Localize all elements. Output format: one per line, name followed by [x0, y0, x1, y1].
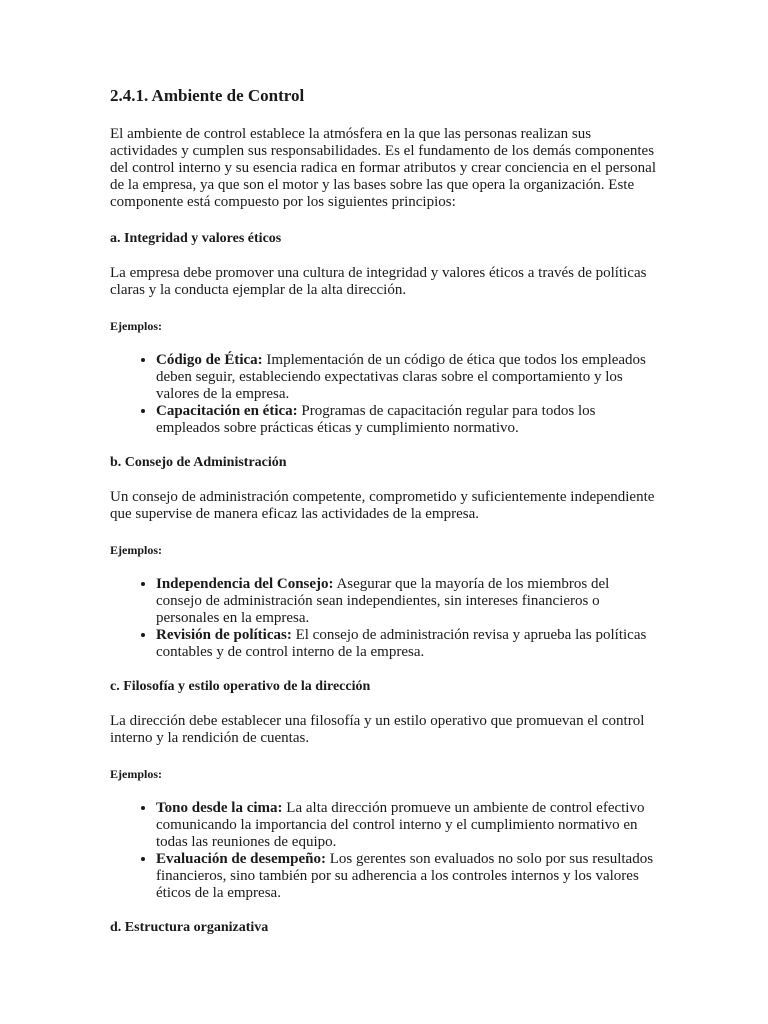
example-term: Revisión de políticas:	[156, 627, 292, 643]
example-text: Los gerentes son evaluados no solo por sus resultados financieros, sino también por su adherencia a los controles internos y los valores éticos de la empresa.	[156, 851, 654, 901]
section-integridad	[110, 230, 658, 437]
example-term: Tono desde la cima:	[156, 800, 283, 816]
section-estructura	[110, 919, 658, 937]
section-heading: a. Integridad y valores éticos	[110, 231, 282, 246]
section-consejo	[110, 454, 658, 661]
section-heading: c. Filosofía y estilo operativo de la dirección	[110, 679, 371, 694]
list-item	[156, 851, 658, 902]
example-term: Independencia del Consejo:	[156, 576, 334, 592]
list-item	[156, 352, 658, 403]
examples-label: Ejemplos:	[110, 767, 162, 781]
example-text: El consejo de administración revisa y aprueba las políticas contables y de control interno de la empresa.	[156, 627, 647, 660]
examples-label: Ejemplos:	[110, 319, 162, 333]
example-list	[110, 800, 658, 902]
examples-label: Ejemplos:	[110, 543, 162, 557]
page-title: 2.4.1. Ambiente de Control	[110, 86, 305, 105]
example-text: Asegurar que la mayoría de los miembros del consejo de administración sean independientes, sin intereses financieros o personales en la empresa.	[156, 576, 610, 626]
example-term: Capacitación en ética:	[156, 403, 298, 419]
example-text: La alta dirección promueve un ambiente de control efectivo comunicando la importancia del control interno y el cumplimiento normativo en todas las reuniones de equipo.	[156, 800, 645, 850]
list-item	[156, 403, 658, 437]
list-item	[156, 627, 658, 661]
list-item	[156, 800, 658, 851]
section-description: La dirección debe establecer una filosofía y un estilo operativo que promuevan el control interno y la rendición de cuentas.	[110, 713, 645, 746]
section-heading: b. Consejo de Administración	[110, 455, 287, 470]
example-list	[110, 576, 658, 661]
example-term: Evaluación de desempeño:	[156, 851, 327, 867]
example-list	[110, 352, 658, 437]
example-text: Implementación de un código de ética que todos los empleados deben seguir, estableciendo expectativas claras sobre el comportamiento y los valores de la empresa.	[156, 352, 646, 402]
intro-paragraph: El ambiente de control establece la atmósfera en la que las personas realizan sus actividades y cumplen sus responsabilidades. Es el fundamento de los demás componentes del control interno y su esencia radica en formar atributos y crear conciencia en el personal de la empresa, ya que son el motor y las bases sobre las que opera la organización. Este componente está compuesto por los siguientes principios:	[110, 126, 657, 210]
example-text: Programas de capacitación regular para todos los empleados sobre prácticas éticas y cumplimiento normativo.	[156, 403, 596, 436]
section-heading: d. Estructura organizativa	[110, 920, 269, 935]
section-filosofia	[110, 678, 658, 902]
list-item	[156, 576, 658, 627]
example-term: Código de Ética:	[156, 352, 263, 368]
section-description: La empresa debe promover una cultura de integridad y valores éticos a través de políticas claras y la conducta ejemplar de la alta dirección.	[110, 265, 647, 298]
section-description: Un consejo de administración competente, comprometido y suficientemente independiente que supervise de manera eficaz las actividades de la empresa.	[110, 489, 655, 522]
